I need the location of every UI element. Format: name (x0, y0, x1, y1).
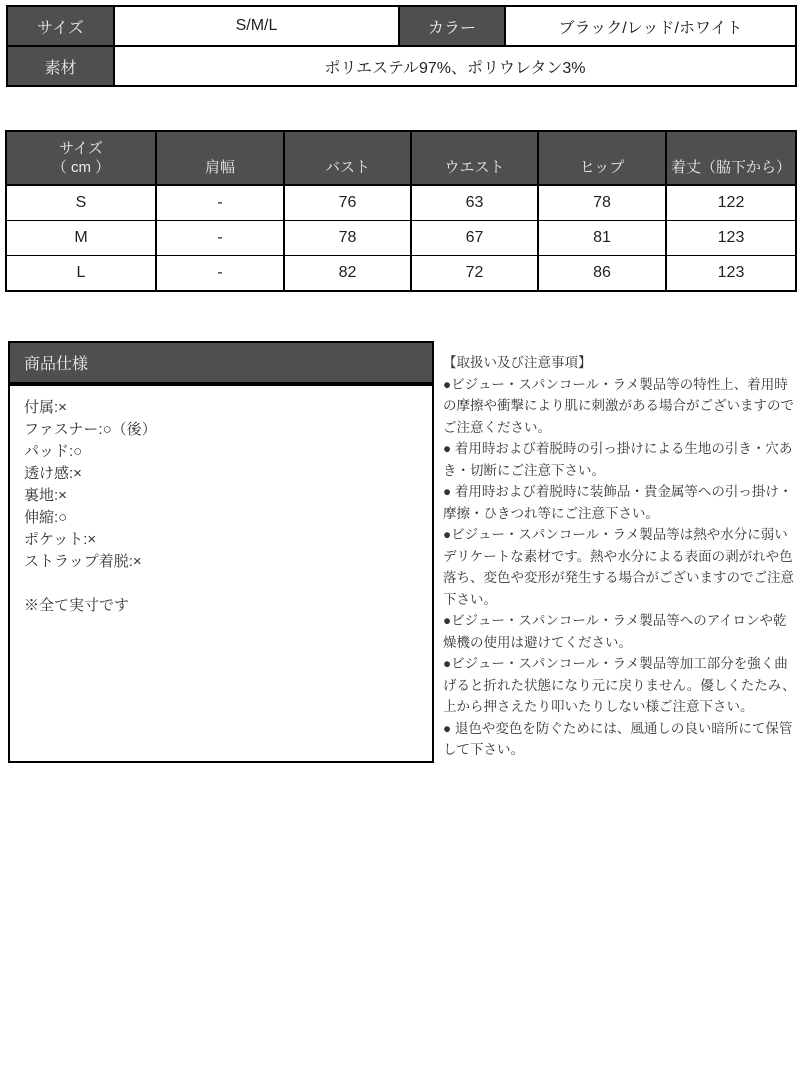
spec-item-lining: 裏地:× (24, 487, 67, 504)
cell-size: M (6, 221, 156, 256)
cell-hip: 78 (538, 185, 666, 221)
col-header-waist: ウエスト (411, 131, 538, 185)
product-spec-title: 商品仕様 (10, 343, 432, 386)
cell-size: L (6, 256, 156, 292)
color-value-cell: ブラック/レッド/ホワイト (505, 6, 796, 46)
col-header-size (6, 131, 156, 185)
product-info-table (6, 5, 797, 87)
cell-size: S (6, 185, 156, 221)
color-label-cell: カラー (399, 6, 505, 46)
note-item-iron-dryer: ●ビジュー・スパンコール・ラメ製品等へのアイロンや乾燥機の使用は避けてください。 (443, 613, 787, 650)
spec-item-accessories: 付属:× (24, 399, 67, 416)
note-item-jewelry: ● 着用時および着脱時に装飾品・貴金属等への引っ掛け・摩擦・ひきつれ等にご注意下さい。 (443, 484, 793, 521)
spec-item-fastener: ファスナー:○（後） (24, 421, 157, 438)
cell-waist: 72 (411, 256, 538, 292)
spec-item-stretch: 伸縮:○ (24, 509, 68, 526)
size-value-cell: S/M/L (114, 6, 399, 46)
spec-item-sheerness: 透け感:× (24, 465, 82, 482)
spec-item-pad: パッド:○ (24, 443, 83, 460)
cell-length: 122 (666, 185, 796, 221)
note-item-friction: ●ビジュー・スパンコール・ラメ製品等の特性上、着用時の摩擦や衝撃により肌に刺激がある場合がございますのでご注意ください。 (443, 376, 794, 435)
note-item-heat-moisture: ●ビジュー・スパンコール・ラメ製品等は熱や水分に弱いデリケートな素材です。熱や水分による表面の剥がれや色落ち、変色や変形が発生する場合がございますのでご注意下さい。 (443, 527, 794, 607)
size-label-cell: サイズ (7, 6, 114, 46)
cell-waist: 63 (411, 185, 538, 221)
material-value-cell: ポリエステル97%、ポリウレタン3% (114, 46, 796, 86)
col-header-length: 着丈（脇下から） (666, 131, 796, 185)
cell-bust: 82 (284, 256, 411, 292)
note-item-storage: ● 退色や変色を防ぐためには、風通しの良い暗所にて保管して下さい。 (443, 720, 793, 757)
cell-bust: 78 (284, 221, 411, 256)
cell-shoulder: - (156, 256, 284, 292)
col-header-size-line1: サイズ (59, 140, 103, 157)
info-row-size-color (7, 6, 796, 46)
cell-bust: 76 (284, 185, 411, 221)
col-header-shoulder: 肩幅 (156, 131, 284, 185)
product-spec-box (8, 341, 434, 763)
spec-footnote: ※全て実寸です (24, 597, 130, 614)
handling-notes (443, 352, 798, 761)
note-item-bending: ●ビジュー・スパンコール・ラメ製品等加工部分を強く曲げると折れた状態になり元に戻りません。優しくたたみ、上から押さえたり叩いたりしない様ご注意下さい。 (443, 656, 796, 714)
note-item-snagging: ● 着用時および着脱時の引っ掛けによる生地の引き・穴あき・切断にご注意下さい。 (443, 441, 793, 478)
measurements-table (5, 130, 797, 292)
spec-item-strap: ストラップ着脱:× (24, 553, 142, 570)
cell-shoulder: - (156, 221, 284, 256)
cell-length: 123 (666, 221, 796, 256)
cell-shoulder: - (156, 185, 284, 221)
measurements-header-row (6, 131, 796, 185)
table-row-size-l (6, 256, 796, 292)
cell-hip: 86 (538, 256, 666, 292)
product-spec-list (10, 386, 432, 628)
table-row-size-m (6, 221, 796, 256)
cell-length: 123 (666, 256, 796, 292)
cell-hip: 81 (538, 221, 666, 256)
info-row-material (7, 46, 796, 86)
cell-waist: 67 (411, 221, 538, 256)
spec-item-pocket: ポケット:× (24, 531, 97, 548)
material-label-cell: 素材 (7, 46, 114, 86)
col-header-bust: バスト (284, 131, 411, 185)
handling-notes-title: 【取扱い及び注意事項】 (443, 355, 592, 370)
col-header-hip: ヒップ (538, 131, 666, 185)
table-row-size-s (6, 185, 796, 221)
col-header-size-line2: （ cm ） (51, 159, 111, 176)
